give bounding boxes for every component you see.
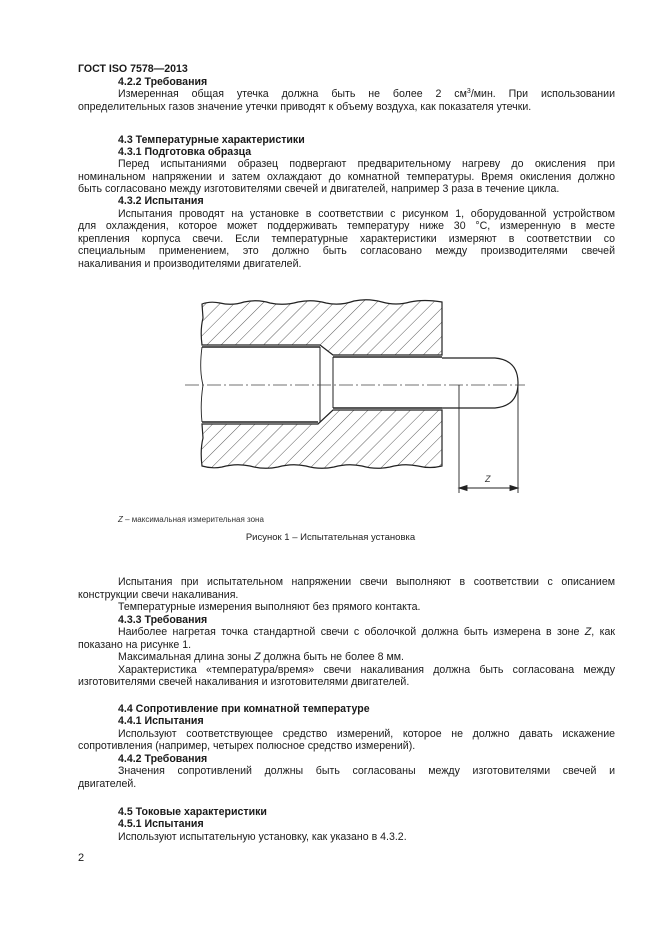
- paragraph-line: Используют испытательную установку, как указано в 4.3.2.: [118, 831, 407, 843]
- paragraph-line: крепления корпуса свечи. Если температурные характеристики измеряют в соответствии со: [78, 233, 615, 245]
- figure-legend: Z – максимальная измерительная зона: [118, 515, 264, 524]
- paragraph-line: Максимальная длина зоны Z должна быть не более 8 мм.: [118, 651, 404, 663]
- section-4-4-2-title: 4.4.2 Требования: [118, 753, 208, 765]
- z-dimension-label: Z: [485, 474, 491, 484]
- paragraph-line: Температурные измерения выполняют без прямого контакта.: [118, 601, 421, 613]
- paragraph-line: сопротивления (например, четырех полюсное средство измерений).: [78, 740, 416, 752]
- paragraph-line: Наиболее нагретая точка стандартной свечи с оболочкой должна быть измерена в зоне Z, как: [118, 626, 615, 638]
- paragraph-line: определительных газов значение утечки приводят к объему воздуха, как показателя утечки.: [78, 101, 532, 113]
- section-4-4-1-title: 4.4.1 Испытания: [118, 715, 204, 727]
- section-4-3-title: 4.3 Температурные характеристики: [118, 134, 305, 146]
- page-number: 2: [78, 852, 85, 864]
- paragraph-line: конструкции свечи накаливания.: [78, 589, 239, 601]
- glow-plug-tip: [442, 358, 518, 408]
- paragraph-line: накаливания и производителями двигателей.: [78, 258, 302, 270]
- lower-block-section: [201, 410, 442, 468]
- paragraph-line: Значения сопротивлений должны быть согласованы между изготовителями свечей и: [118, 765, 615, 777]
- section-4-4-title: 4.4 Сопротивление при комнатной температуре: [118, 703, 370, 715]
- paragraph-line: номинальном напряжении и затем охлаждают до комнатной температуры. Время окисления должно: [78, 171, 615, 183]
- paragraph-line: Испытания при испытательном напряжении свечи выполняют в соответствии с описанием: [118, 576, 615, 588]
- paragraph-line: Используют соответствующее средство измерений, которое не должно давать искажение: [118, 728, 615, 740]
- paragraph-line: Перед испытаниями образец подвергают предварительному нагреву до окисления при: [118, 158, 615, 170]
- paragraph-line: Измеренная общая утечка должна быть не более 2 $см^3$/мин. При использовании: [118, 88, 615, 100]
- section-4-5-1-title: 4.5.1 Испытания: [118, 818, 204, 830]
- paragraph-line: специальным применением, это должно быть согласовано между производителями свечей: [78, 245, 615, 257]
- paragraph-line: Характеристика «температура/время» свечи накаливания должна быть согласована между: [118, 664, 615, 676]
- section-4-2-2-title: 4.2.2 Требования: [118, 76, 208, 88]
- paragraph-line: двигателей.: [78, 778, 137, 790]
- section-4-3-3-title: 4.3.3 Требования: [118, 614, 208, 626]
- paragraph-line: для охлаждения, которое может поддерживать температуру ниже 30 °С, измеренную в месте: [78, 220, 615, 232]
- section-4-3-1-title: 4.3.1 Подготовка образца: [118, 146, 252, 158]
- paragraph-line: Испытания проводят на установке в соответствии с рисунком 1, оборудованной устройством: [118, 208, 615, 220]
- section-4-5-title: 4.5 Токовые характеристики: [118, 806, 267, 818]
- paragraph-line: показано на рисунке 1.: [78, 639, 192, 651]
- document-id: ГОСТ ISO 7578—2013: [78, 63, 188, 75]
- section-4-3-2-title: 4.3.2 Испытания: [118, 195, 204, 207]
- figure-caption: Рисунок 1 – Испытательная установка: [245, 532, 416, 543]
- paragraph-line: изготовителями свечей накаливания и изготовителями двигателей.: [78, 676, 410, 688]
- paragraph-line: быть согласовано между изготовителями свечей и двигателей, например 3 раза в течение цикла.: [78, 183, 560, 195]
